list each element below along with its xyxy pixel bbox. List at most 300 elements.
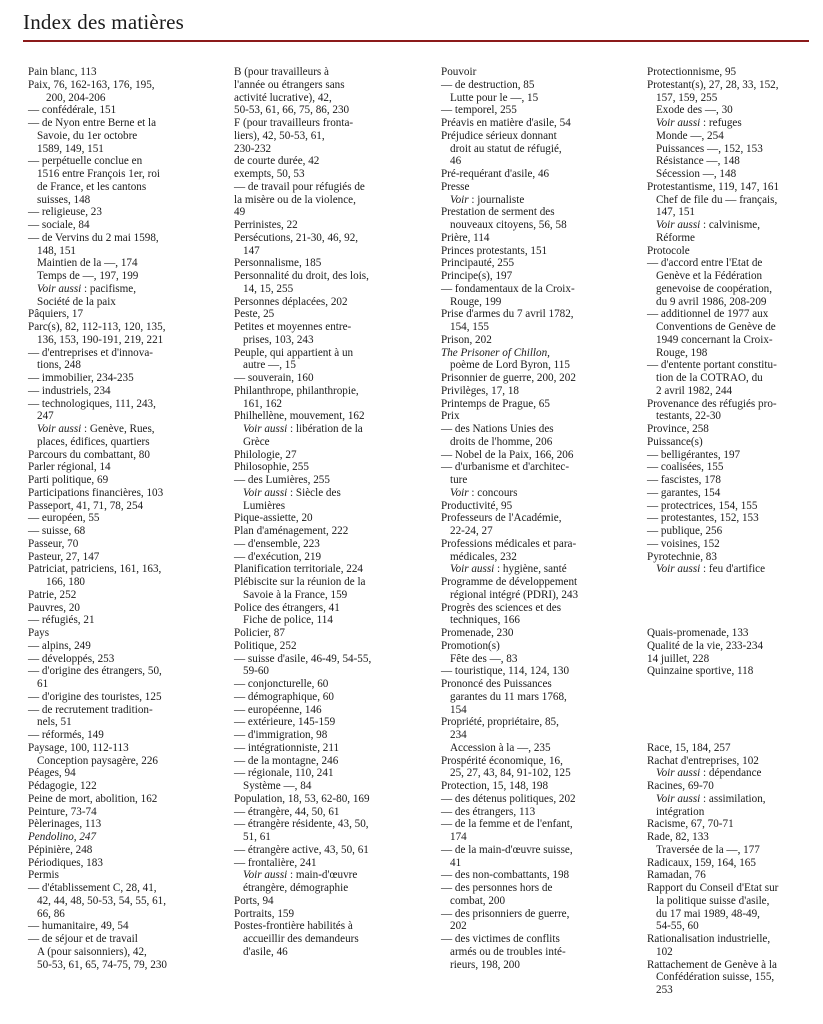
index-entry: Voir aussi : pacifisme, bbox=[37, 282, 137, 295]
index-entry: — protestantes, 152, 153 bbox=[647, 512, 759, 525]
see-also-label: Voir bbox=[450, 193, 469, 206]
see-also-label: Voir aussi bbox=[656, 117, 701, 129]
index-column-1 bbox=[28, 66, 228, 971]
index-entry: — humanitaire, 49, 54 bbox=[28, 920, 129, 933]
index-entry: de courte durée, 42 bbox=[234, 155, 320, 168]
index-entry: — des victimes de conflits bbox=[441, 933, 560, 945]
index-entry: 14 juillet, 228 bbox=[647, 652, 710, 665]
index-entry: 22-24, 27 bbox=[450, 525, 493, 537]
index-entry: Voir aussi : refuges bbox=[656, 117, 742, 129]
index-entry: Police des étrangers, 41 bbox=[234, 601, 340, 614]
index-entry: la misère ou de la violence, bbox=[234, 193, 356, 206]
index-entry: Pâquiers, 17 bbox=[28, 308, 84, 321]
index-entry: Rade, 82, 133 bbox=[647, 831, 709, 843]
index-entry: Planification territoriale, 224 bbox=[234, 563, 364, 576]
index-entry: Rattachement de Genève à la bbox=[647, 958, 777, 971]
index-entry: Petites et moyennes entre- bbox=[234, 321, 352, 333]
letter-section-gap bbox=[647, 614, 817, 627]
index-entry: Permis bbox=[28, 869, 59, 882]
index-entry: 61 bbox=[37, 678, 49, 690]
index-entry: 66, 86 bbox=[37, 907, 65, 920]
index-entry: 59-60 bbox=[243, 665, 269, 678]
index-entry: Prix bbox=[441, 410, 460, 423]
index-entry: — réfugiés, 21 bbox=[28, 614, 95, 627]
index-entry: Fête des —, 83 bbox=[450, 652, 518, 665]
index-entry: 51, 61 bbox=[243, 831, 271, 843]
letter-section-gap bbox=[647, 691, 817, 704]
index-entry: du 9 avril 1986, 208-209 bbox=[656, 295, 767, 308]
index-entry: — temporel, 255 bbox=[441, 104, 517, 117]
index-column-2 bbox=[234, 66, 434, 959]
index-entry: Protection, 15, 148, 198 bbox=[441, 780, 549, 792]
index-entry: d'asile, 46 bbox=[243, 945, 288, 958]
index-entry: 202 bbox=[450, 920, 467, 933]
index-entry: Réforme bbox=[656, 231, 695, 244]
index-entry: — alpins, 249 bbox=[28, 639, 91, 652]
page-title: Index des matières bbox=[23, 10, 185, 34]
letter-section-gap bbox=[647, 602, 817, 615]
see-also-label: Voir aussi bbox=[37, 282, 82, 295]
index-entry: garantes du 11 mars 1768, bbox=[450, 690, 567, 703]
index-entry: — conjoncturelle, 60 bbox=[234, 678, 329, 690]
index-entry: 166, 180 bbox=[46, 576, 85, 588]
letter-section-gap bbox=[647, 716, 817, 729]
index-entry: Patrie, 252 bbox=[28, 588, 77, 601]
index-entry: Provenance des réfugiés pro- bbox=[647, 397, 777, 410]
index-entry: Prospérité économique, 16, bbox=[441, 754, 563, 767]
index-entry: Parc(s), 82, 112-113, 120, 135, bbox=[28, 321, 166, 333]
index-entry: Voir aussi : main-d'œuvre bbox=[243, 869, 358, 882]
index-entry: Prestation de serment des bbox=[441, 206, 555, 219]
index-entry: Protestantisme, 119, 147, 161 bbox=[647, 180, 780, 193]
index-entry: activité lucrative), 42, bbox=[234, 91, 332, 104]
index-entry: Prisonnier de guerre, 200, 202 bbox=[441, 372, 576, 384]
index-entry: l'année ou étrangers sans bbox=[234, 78, 345, 91]
index-entry: — technologiques, 111, 243, bbox=[28, 397, 156, 410]
letter-section-gap bbox=[647, 576, 817, 589]
see-also-label: Voir aussi bbox=[243, 486, 288, 499]
index-entry: — d'origine des étrangers, 50, bbox=[28, 665, 162, 678]
index-entry: Voir : concours bbox=[450, 486, 518, 499]
index-entry: Qualité de la vie, 233-234 bbox=[647, 639, 764, 652]
index-entry: Province, 258 bbox=[647, 423, 709, 435]
index-entry: Maintien de la —, 174 bbox=[37, 257, 138, 270]
index-entry: 234 bbox=[450, 729, 467, 741]
index-entry: Périodiques, 183 bbox=[28, 856, 103, 869]
index-entry: Rouge, 199 bbox=[450, 295, 502, 308]
index-entry: Voir aussi : libération de la bbox=[243, 423, 363, 435]
index-entry: — d'entente portant constitu- bbox=[647, 359, 777, 372]
index-entry: Quais-promenade, 133 bbox=[647, 627, 749, 639]
index-entry: Rapport du Conseil d'Etat sur bbox=[647, 882, 779, 894]
index-entry: 46 bbox=[450, 155, 462, 168]
index-entry: Plébiscite sur la réunion de la bbox=[234, 576, 366, 588]
index-entry: — des personnes hors de bbox=[441, 882, 553, 894]
index-entry: Lutte pour le —, 15 bbox=[450, 91, 539, 104]
index-entry: Progrès des sciences et des bbox=[441, 601, 562, 614]
index-entry: 50-53, 61, 66, 75, 86, 230 bbox=[234, 104, 350, 117]
index-entry: Parcours du combattant, 80 bbox=[28, 448, 150, 461]
index-entry: Rationalisation industrielle, bbox=[647, 933, 771, 945]
index-entry: intégration bbox=[656, 805, 705, 818]
index-entry: Sécession —, 148 bbox=[656, 168, 737, 180]
index-column-4 bbox=[647, 66, 817, 997]
index-entry: F (pour travailleurs fronta- bbox=[234, 117, 354, 129]
index-entry: — européenne, 146 bbox=[234, 703, 322, 716]
index-entry: — des Lumières, 255 bbox=[234, 474, 330, 486]
index-entry: Fiche de police, 114 bbox=[243, 614, 333, 627]
index-entry: tions, 248 bbox=[37, 359, 81, 372]
letter-section-gap bbox=[647, 589, 817, 602]
index-entry: Savoie à la France, 159 bbox=[243, 588, 348, 601]
index-entry: Personnes déplacées, 202 bbox=[234, 295, 348, 308]
index-entry: Paysage, 100, 112-113 bbox=[28, 741, 129, 754]
index-entry: Philanthrope, philanthropie, bbox=[234, 384, 359, 397]
index-entry: — étrangère active, 43, 50, 61 bbox=[234, 843, 369, 856]
index-entry: — des non-combattants, 198 bbox=[441, 869, 570, 882]
index-entry: Portraits, 159 bbox=[234, 907, 295, 920]
index-entry: — de recrutement tradition- bbox=[28, 703, 153, 716]
index-entry: Perrinistes, 22 bbox=[234, 219, 298, 231]
index-entry: Passeport, 41, 71, 78, 254 bbox=[28, 499, 144, 512]
index-entry: Traversée de la —, 177 bbox=[656, 843, 760, 856]
index-entry: Philhellène, mouvement, 162 bbox=[234, 410, 365, 423]
index-entry: régional intégré (PDRI), 243 bbox=[450, 588, 579, 601]
index-entry: Ramadan, 76 bbox=[647, 869, 706, 882]
index-entry: 147 bbox=[243, 244, 260, 257]
index-entry: Grèce bbox=[243, 435, 270, 448]
index-entry: Conventions de Genève de bbox=[656, 321, 776, 333]
index-entry: Radicaux, 159, 164, 165 bbox=[647, 856, 756, 869]
index-entry: Promenade, 230 bbox=[441, 627, 514, 639]
index-entry: la politique suisse d'asile, bbox=[656, 894, 770, 907]
index-entry: 148, 151 bbox=[37, 244, 76, 257]
index-entry: A (pour saisonniers), 42, bbox=[37, 945, 147, 958]
index-entry: nouveaux citoyens, 56, 58 bbox=[450, 219, 567, 231]
index-entry: Péages, 94 bbox=[28, 767, 76, 780]
index-entry: — confédérale, 151 bbox=[28, 104, 117, 117]
index-entry: Pyrotechnie, 83 bbox=[647, 550, 717, 563]
index-entry: Voir aussi : Siècle des bbox=[243, 486, 341, 499]
index-entry: — d'établissement C, 28, 41, bbox=[28, 882, 157, 894]
letter-section-gap bbox=[647, 678, 817, 691]
index-entry: Préjudice sérieux donnant bbox=[441, 129, 557, 142]
index-entry: Protectionnisme, 95 bbox=[647, 66, 737, 78]
see-also-label: Voir aussi bbox=[243, 869, 288, 882]
index-entry: Pèlerinages, 113 bbox=[28, 818, 102, 831]
index-entry: Voir aussi : calvinisme, bbox=[656, 219, 760, 231]
index-entry: Persécutions, 21-30, 46, 92, bbox=[234, 231, 359, 244]
index-entry: Temps de —, 197, 199 bbox=[37, 270, 139, 282]
index-entry: 54-55, 60 bbox=[656, 920, 699, 933]
index-entry: Pendolino, 247 bbox=[28, 831, 97, 843]
index-entry: Rouge, 198 bbox=[656, 346, 708, 359]
index-entry: — souverain, 160 bbox=[234, 372, 314, 384]
index-entry: Rachat d'entreprises, 102 bbox=[647, 754, 759, 767]
index-entry: 41 bbox=[450, 856, 462, 869]
index-entry: Patriciat, patriciens, 161, 163, bbox=[28, 563, 162, 576]
index-entry: 157, 159, 255 bbox=[656, 91, 718, 104]
index-entry: Voir aussi : feu d'artifice bbox=[656, 563, 766, 576]
index-entry: 200, 204-206 bbox=[46, 91, 106, 104]
index-entry: 147, 151 bbox=[656, 206, 695, 219]
index-entry: 174 bbox=[450, 831, 467, 843]
index-entry: Race, 15, 184, 257 bbox=[647, 741, 731, 754]
index-entry: Genève et la Fédération bbox=[656, 270, 763, 282]
index-entry: — sociale, 84 bbox=[28, 219, 90, 231]
index-entry: — extérieure, 145-159 bbox=[234, 716, 336, 729]
index-entry: — d'exécution, 219 bbox=[234, 550, 322, 563]
index-entry: 25, 27, 43, 84, 91-102, 125 bbox=[450, 767, 571, 780]
index-entry: — garantes, 154 bbox=[647, 486, 721, 499]
index-entry: — suisse, 68 bbox=[28, 525, 86, 537]
index-entry: — étrangère résidente, 43, 50, bbox=[234, 818, 369, 831]
index-entry: — d'urbanisme et d'architec- bbox=[441, 461, 570, 474]
index-entry: — voisines, 152 bbox=[647, 537, 720, 550]
index-entry: — perpétuelle conclue en bbox=[28, 155, 143, 168]
see-also-label: Voir aussi bbox=[656, 792, 701, 805]
index-entry: liers), 42, 50-53, 61, bbox=[234, 129, 325, 142]
index-entry: — immobilier, 234-235 bbox=[28, 372, 134, 384]
index-entry: armés ou de troubles inté- bbox=[450, 945, 566, 958]
index-entry: 161, 162 bbox=[243, 397, 282, 410]
index-entry: places, édifices, quartiers bbox=[37, 435, 150, 448]
index-entry: — des prisonniers de guerre, bbox=[441, 907, 570, 920]
see-also-label: Voir aussi bbox=[243, 423, 288, 435]
index-entry: Protestant(s), 27, 28, 33, 152, bbox=[647, 78, 779, 91]
index-entry: Paix, 76, 162-163, 176, 195, bbox=[28, 78, 155, 91]
index-entry: Racisme, 67, 70-71 bbox=[647, 818, 734, 831]
see-also-label: Voir bbox=[450, 486, 469, 499]
index-entry: rieurs, 198, 200 bbox=[450, 958, 520, 971]
index-entry: Peine de mort, abolition, 162 bbox=[28, 792, 158, 805]
index-entry: — régionale, 110, 241 bbox=[234, 767, 334, 780]
index-entry: — de Nyon entre Berne et la bbox=[28, 117, 157, 129]
index-entry: — développés, 253 bbox=[28, 652, 115, 665]
index-entry: — de séjour et de travail bbox=[28, 933, 138, 945]
index-entry: Princes protestants, 151 bbox=[441, 244, 548, 257]
index-column-3 bbox=[441, 66, 644, 971]
index-entry: testants, 22-30 bbox=[656, 410, 721, 423]
index-entry: Parti politique, 69 bbox=[28, 474, 109, 486]
index-entry: 154, 155 bbox=[450, 321, 489, 333]
index-entry: — de travail pour réfugiés de bbox=[234, 180, 365, 193]
index-entry: Plan d'aménagement, 222 bbox=[234, 525, 349, 537]
index-entry: — d'immigration, 98 bbox=[234, 729, 328, 741]
index-entry: B (pour travailleurs à bbox=[234, 66, 329, 78]
index-entry: Productivité, 95 bbox=[441, 499, 513, 512]
index-entry: — de destruction, 85 bbox=[441, 78, 535, 91]
index-entry: suisses, 148 bbox=[37, 193, 91, 206]
index-entry: — des détenus politiques, 202 bbox=[441, 792, 576, 805]
index-entry: Conception paysagère, 226 bbox=[37, 754, 158, 767]
index-entry: — démographique, 60 bbox=[234, 690, 334, 703]
index-entry: tion de la COTRAO, du bbox=[656, 372, 763, 384]
index-entry: Pain blanc, 113 bbox=[28, 66, 97, 78]
index-entry: 1516 entre François 1er, roi bbox=[37, 168, 160, 180]
index-entry: Parler régional, 14 bbox=[28, 461, 111, 474]
index-entry: prises, 103, 243 bbox=[243, 333, 314, 346]
index-entry: poème de Lord Byron, 115 bbox=[450, 359, 570, 372]
index-entry: 136, 153, 190-191, 219, 221 bbox=[37, 333, 164, 346]
index-entry: accueillir des demandeurs bbox=[243, 933, 359, 945]
index-entry: Quinzaine sportive, 118 bbox=[647, 665, 754, 678]
index-entry: de France, et les cantons bbox=[37, 180, 147, 193]
index-entry: Pique-assiette, 20 bbox=[234, 512, 313, 525]
index-entry: — européen, 55 bbox=[28, 512, 100, 525]
index-entry: Politique, 252 bbox=[234, 639, 297, 652]
index-entry: Professions médicales et para- bbox=[441, 537, 577, 550]
index-entry: — de la femme et de l'enfant, bbox=[441, 818, 573, 831]
index-entry: Prononcé des Puissances bbox=[441, 678, 552, 690]
index-entry: — coalisées, 155 bbox=[647, 461, 724, 474]
see-also-label: Voir aussi bbox=[656, 563, 701, 576]
see-also-label: Voir aussi bbox=[450, 563, 495, 576]
index-entry: Population, 18, 53, 62-80, 169 bbox=[234, 792, 370, 805]
index-entry: — de la main-d'œuvre suisse, bbox=[441, 843, 573, 856]
index-entry: Chef de file du — français, bbox=[656, 193, 778, 206]
index-entry: — publique, 256 bbox=[647, 525, 723, 537]
index-entry: Postes-frontière habilités à bbox=[234, 920, 353, 933]
header-rule bbox=[23, 40, 809, 42]
index-entry: — belligérantes, 197 bbox=[647, 448, 741, 461]
index-entry: Presse bbox=[441, 180, 470, 193]
index-entry: — de la montagne, 246 bbox=[234, 754, 339, 767]
index-entry: Puissances —, 152, 153 bbox=[656, 142, 763, 155]
index-entry: — religieuse, 23 bbox=[28, 206, 102, 219]
index-entry: Savoie, du 1er octobre bbox=[37, 129, 138, 142]
index-entry: 42, 44, 48, 50-53, 54, 55, 61, bbox=[37, 894, 167, 907]
index-entry: 102 bbox=[656, 945, 673, 958]
index-entry: — frontalière, 241 bbox=[234, 856, 317, 869]
index-entry: Philologie, 27 bbox=[234, 448, 297, 461]
index-entry: Principauté, 255 bbox=[441, 257, 515, 270]
index-entry: 14, 15, 255 bbox=[243, 282, 294, 295]
index-entry: ture bbox=[450, 474, 468, 486]
index-entry: Prise d'armes du 7 avril 1782, bbox=[441, 308, 574, 321]
index-entry: Prison, 202 bbox=[441, 333, 492, 346]
index-entry: Personnalisme, 185 bbox=[234, 257, 322, 270]
index-entry: Résistance —, 148 bbox=[656, 155, 740, 168]
index-entry: — étrangère, 44, 50, 61 bbox=[234, 805, 340, 818]
index-entry: du 17 mai 1989, 48-49, bbox=[656, 907, 760, 920]
index-entry: Pauvres, 20 bbox=[28, 601, 80, 614]
index-entry: 2 avril 1982, 244 bbox=[656, 384, 733, 397]
index-entry: Racines, 69-70 bbox=[647, 780, 714, 792]
index-entry: droit au statut de réfugié, bbox=[450, 142, 562, 155]
index-entry: 230-232 bbox=[234, 142, 272, 155]
index-entry: — d'ensemble, 223 bbox=[234, 537, 320, 550]
index-entry: autre —, 15 bbox=[243, 359, 296, 372]
index-entry: Système —, 84 bbox=[243, 780, 312, 792]
index-entry: Peinture, 73-74 bbox=[28, 805, 97, 818]
index-entry: 1589, 149, 151 bbox=[37, 142, 104, 155]
index-entry: — suisse d'asile, 46-49, 54-55, bbox=[234, 652, 372, 665]
index-entry: — touristique, 114, 124, 130 bbox=[441, 665, 570, 678]
index-entry: Philosophie, 255 bbox=[234, 461, 309, 474]
index-entry: Pasteur, 27, 147 bbox=[28, 550, 100, 563]
index-entry: Voir aussi : assimilation, bbox=[656, 792, 766, 805]
index-entry: droits de l'homme, 206 bbox=[450, 435, 553, 448]
see-also-label: Voir aussi bbox=[656, 219, 701, 231]
index-entry: Participations financières, 103 bbox=[28, 486, 164, 499]
index-entry: Printemps de Prague, 65 bbox=[441, 397, 550, 410]
index-entry: Personnalité du droit, des lois, bbox=[234, 270, 369, 282]
index-entry: Pépinière, 248 bbox=[28, 843, 93, 856]
index-entry: Ports, 94 bbox=[234, 894, 274, 907]
index-entry: — fascistes, 178 bbox=[647, 474, 721, 486]
index-entry: — des Nations Unies des bbox=[441, 423, 554, 435]
index-entry: Voir : journaliste bbox=[450, 193, 525, 206]
index-entry: Exode des —, 30 bbox=[656, 104, 733, 117]
letter-section-gap bbox=[647, 704, 817, 717]
index-entry: — Nobel de la Paix, 166, 206 bbox=[441, 448, 574, 461]
index-entry: — de Vervins du 2 mai 1598, bbox=[28, 231, 159, 244]
index-entry: — réformés, 149 bbox=[28, 729, 104, 741]
index-entry: Préavis en matière d'asile, 54 bbox=[441, 117, 571, 129]
index-entry: 1949 concernant la Croix- bbox=[656, 333, 773, 346]
index-entry: Policier, 87 bbox=[234, 627, 285, 639]
index-entry: 50-53, 61, 65, 74-75, 79, 230 bbox=[37, 958, 167, 971]
index-entry: Promotion(s) bbox=[441, 639, 500, 652]
index-entry: Société de la paix bbox=[37, 295, 116, 308]
index-entry: Voir aussi : dépendance bbox=[656, 767, 762, 780]
index-entry: — d'accord entre l'Etat de bbox=[647, 257, 763, 270]
index-entry: étrangère, démographie bbox=[243, 882, 349, 894]
index-entry: — protectrices, 154, 155 bbox=[647, 499, 758, 512]
index-entry: Voir aussi : Genève, Rues, bbox=[37, 423, 155, 435]
index-entry: 154 bbox=[450, 703, 467, 716]
index-entry: Peste, 25 bbox=[234, 308, 275, 321]
index-entry: Pédagogie, 122 bbox=[28, 780, 97, 792]
index-entry: Prière, 114 bbox=[441, 231, 490, 244]
index-entry: combat, 200 bbox=[450, 894, 506, 907]
index-entry: Confédération suisse, 155, bbox=[656, 971, 775, 984]
index-entry: Lumières bbox=[243, 499, 286, 512]
index-entry: médicales, 232 bbox=[450, 550, 517, 563]
index-entry: Passeur, 70 bbox=[28, 537, 79, 550]
index-entry: Professeurs de l'Académie, bbox=[441, 512, 562, 525]
index-entry: — d'entreprises et d'innova- bbox=[28, 346, 153, 359]
index-entry: The Prisoner of Chillon, bbox=[441, 346, 550, 359]
index-entry: Pays bbox=[28, 627, 50, 639]
index-entry: Monde —, 254 bbox=[656, 129, 724, 142]
index-entry: 247 bbox=[37, 410, 54, 423]
index-entry: 253 bbox=[656, 984, 673, 996]
index-entry: — intégrationniste, 211 bbox=[234, 741, 340, 754]
index-entry: techniques, 166 bbox=[450, 614, 520, 627]
see-also-label: Voir aussi bbox=[656, 767, 701, 780]
index-entry: nels, 51 bbox=[37, 716, 72, 729]
index-entry: Puissance(s) bbox=[647, 435, 703, 448]
index-entry: — des étrangers, 113 bbox=[441, 805, 536, 818]
index-entry: Protocole bbox=[647, 244, 690, 257]
index-entry: Peuple, qui appartient à un bbox=[234, 346, 354, 359]
index-entry: Pouvoir bbox=[441, 66, 477, 78]
index-entry: exempts, 50, 53 bbox=[234, 168, 305, 180]
index-entry: genevoise de coopération, bbox=[656, 282, 773, 295]
index-entry: Programme de développement bbox=[441, 576, 578, 588]
index-entry: Accession à la —, 235 bbox=[450, 741, 551, 754]
index-entry: — d'origine des touristes, 125 bbox=[28, 690, 162, 703]
index-entry: Propriété, propriétaire, 85, bbox=[441, 716, 559, 729]
index-entry: — additionnel de 1977 aux bbox=[647, 308, 769, 321]
index-entry: Voir aussi : hygiène, santé bbox=[450, 563, 567, 576]
index-entry: — fondamentaux de la Croix- bbox=[441, 282, 575, 295]
letter-section-gap bbox=[647, 729, 817, 742]
index-entry: — industriels, 234 bbox=[28, 384, 111, 397]
see-also-label: Voir aussi bbox=[37, 423, 82, 435]
